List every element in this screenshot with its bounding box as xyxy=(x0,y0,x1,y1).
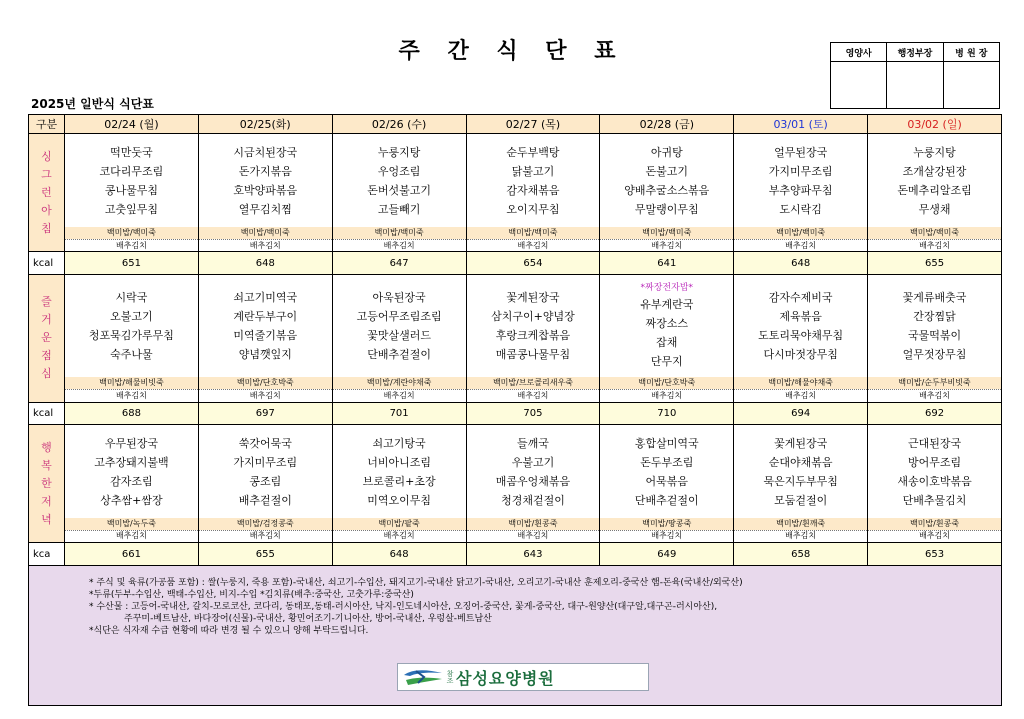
dish-item: 오불고기 xyxy=(110,310,153,324)
approval-director: 병 원 장 xyxy=(943,43,999,62)
dish-item: 시금치된장국 xyxy=(233,145,298,159)
kcal-row xyxy=(29,402,1002,425)
dish-item: 우엉조림 xyxy=(377,164,421,178)
menu-cell xyxy=(198,274,332,377)
dish-item: 우무된장국 xyxy=(104,436,158,450)
dish-item: 오이지무침 xyxy=(506,202,560,216)
dish-item: 단무지 xyxy=(650,355,683,369)
kimchi-cell: 배추김치 xyxy=(600,530,734,542)
dish-item: 꽃게된장국 xyxy=(506,291,560,305)
kcal-value: 710 xyxy=(600,402,734,425)
kimchi-cell: 배추김치 xyxy=(65,530,199,542)
rice-cell: 백미밥/해물야채죽 xyxy=(734,377,868,389)
dish-item: 브로콜리+초장 xyxy=(362,474,436,488)
dish-item: 제육볶음 xyxy=(779,310,822,324)
kcal-value: 705 xyxy=(466,402,600,425)
header-day: 03/01 (토) xyxy=(734,115,868,134)
menu-cell xyxy=(466,274,600,377)
rice-cell: 백미밥/해물비빗죽 xyxy=(65,377,199,389)
kimchi-cell: 배추김치 xyxy=(65,239,199,251)
rice-cell: 백미밥/백미죽 xyxy=(332,227,466,239)
kcal-value: 701 xyxy=(332,402,466,425)
header-corner: 구분 xyxy=(29,115,65,134)
menu-cell xyxy=(466,134,600,227)
special-menu-label: *짜장전자밥* xyxy=(640,283,694,294)
dish-item: 호박양파볶음 xyxy=(233,183,298,197)
dish-item: 누룽지탕 xyxy=(913,145,956,159)
kimchi-cell: 배추김치 xyxy=(332,390,466,402)
dish-item: 숙주나물 xyxy=(110,348,153,362)
dish-item: 방어무조림 xyxy=(907,455,962,469)
kimchi-cell: 배추김치 xyxy=(868,239,1002,251)
kimchi-cell: 배추김치 xyxy=(65,390,199,402)
kcal-value: 654 xyxy=(466,252,600,275)
rice-cell: 백미밥/땅콩죽 xyxy=(600,518,734,530)
approval-sign-cell[interactable] xyxy=(887,62,943,109)
dish-item: 콩나물무침 xyxy=(104,183,158,197)
dish-item: 청포묵김가루무침 xyxy=(88,329,174,343)
menu-cell xyxy=(65,134,199,227)
dish-item: 가지미무조림 xyxy=(233,455,298,469)
dish-item: 시락국 xyxy=(115,291,148,305)
kcal-value: 648 xyxy=(734,252,868,275)
meal-label xyxy=(29,274,65,402)
dish-item: 얼무된장국 xyxy=(774,145,828,159)
meal-label-char: 심 xyxy=(41,367,52,381)
kimchi-row xyxy=(29,390,1002,402)
dish-item: 들깨국 xyxy=(517,436,549,450)
kcal-value: 694 xyxy=(734,402,868,425)
dish-item: 매콤콩나물무침 xyxy=(495,348,571,362)
dish-item: 돈버섯불고기 xyxy=(367,183,431,197)
menu-subtitle: 2025년 일반식 식단표 xyxy=(31,97,154,111)
rice-cell: 백미밥/단호박죽 xyxy=(600,377,734,389)
dish-item: 홍합살미역국 xyxy=(634,436,699,450)
kcal-label: kcal xyxy=(29,402,65,425)
kcal-value: 649 xyxy=(600,543,734,566)
dish-item: 단배추겉절이 xyxy=(634,493,699,507)
dish-item: 도토리묵야채무침 xyxy=(758,329,844,343)
dish-item: 조개살강된장 xyxy=(902,164,967,178)
dish-item: 감자조림 xyxy=(110,474,153,488)
kimchi-cell: 배추김치 xyxy=(466,530,600,542)
kimchi-cell: 배추김치 xyxy=(198,530,332,542)
approval-dietitian: 영양사 xyxy=(831,43,887,62)
dish-item: 순대야채볶음 xyxy=(768,455,833,469)
kcal-value: 661 xyxy=(65,543,199,566)
menu-cell xyxy=(332,134,466,227)
menu-cell xyxy=(600,425,734,518)
dish-item: 부추양파무침 xyxy=(768,183,833,197)
menu-cell xyxy=(65,274,199,377)
kcal-value: 647 xyxy=(332,252,466,275)
menu-cell xyxy=(332,425,466,518)
dish-item: 모둠겉절이 xyxy=(774,493,828,507)
menu-cell xyxy=(332,274,466,377)
dish-item: 상추쌈+쌈장 xyxy=(100,493,163,507)
dish-item: 콩조림 xyxy=(249,474,282,488)
approval-sign-cell[interactable] xyxy=(943,62,999,109)
dish-item: 국물떡볶이 xyxy=(907,329,962,343)
dish-item: 쇠고기미역국 xyxy=(233,291,298,305)
header-day: 02/24 (월) xyxy=(65,115,199,134)
rice-cell: 백미밥/검정콩죽 xyxy=(198,518,332,530)
rice-cell: 백미밥/흰깨죽 xyxy=(734,518,868,530)
menu-cell xyxy=(868,134,1002,227)
meal-label-char: 한 xyxy=(41,476,52,490)
rice-cell: 백미밥/순두부비빗죽 xyxy=(868,377,1002,389)
kimchi-cell: 배추김치 xyxy=(868,390,1002,402)
rice-cell: 백미밥/단호박죽 xyxy=(198,377,332,389)
menu-cell xyxy=(868,274,1002,377)
logo-s-mark-icon xyxy=(402,667,444,687)
kimchi-cell: 배추김치 xyxy=(600,390,734,402)
rice-cell: 백미밥/계란야채죽 xyxy=(332,377,466,389)
dish-item: 무생채 xyxy=(918,202,951,216)
dish-item: 짜장소스 xyxy=(645,317,689,331)
kcal-value: 692 xyxy=(868,402,1002,425)
dish-item: 후랑크케찹볶음 xyxy=(495,329,571,343)
dish-item: 누룽지탕 xyxy=(377,145,421,159)
dish-item: 쇠고기탕국 xyxy=(372,436,426,450)
rice-cell: 백미밥/백미죽 xyxy=(868,227,1002,239)
kimchi-row xyxy=(29,530,1002,542)
meal-dishes-row xyxy=(29,134,1002,227)
approval-sign-cell[interactable] xyxy=(831,62,887,109)
kcal-row xyxy=(29,252,1002,275)
menu-cell xyxy=(466,425,600,518)
meal-label-char: 즐 xyxy=(41,295,52,309)
kcal-value: 697 xyxy=(198,402,332,425)
approval-box xyxy=(830,42,1000,109)
dish-item: 청경채겉절이 xyxy=(501,493,565,507)
dish-item: 쑥갓어묵국 xyxy=(238,436,292,450)
rice-cell: 백미밥/팥죽 xyxy=(332,518,466,530)
kimchi-cell: 배추김치 xyxy=(466,390,600,402)
rice-cell: 백미밥/백미죽 xyxy=(734,227,868,239)
meal-label-char: 런 xyxy=(41,185,52,199)
dish-item: 양배추굴소스볶음 xyxy=(624,183,710,197)
meal-dishes-row xyxy=(29,274,1002,377)
meal-label-char: 싱 xyxy=(41,149,52,163)
dish-item: 꽃게류배춧국 xyxy=(902,291,967,305)
kimchi-cell: 배추김치 xyxy=(734,390,868,402)
rice-cell: 백미밥/흰콩죽 xyxy=(466,518,600,530)
logo-small-text: 참조 xyxy=(446,670,454,684)
hospital-logo xyxy=(397,663,649,691)
dish-item: 꽃게된장국 xyxy=(774,436,828,450)
dish-item: 돈불고기 xyxy=(645,164,689,178)
rice-cell: 백미밥/녹두죽 xyxy=(65,518,199,530)
approval-admin: 행정부장 xyxy=(887,43,943,62)
meal-label xyxy=(29,425,65,543)
menu-cell xyxy=(600,274,734,377)
header-row xyxy=(29,115,1002,134)
note-line: * 주식 및 육류(가공품 포함) : 쌀(누룽지, 죽용 포함)-국내산, 쇠고기-수입산, 돼지고기-국내산 닭고기-국내산, 오리고기-국내산 훈제오리-중국산 햄-돈육(국내산/외국산) xyxy=(89,578,743,588)
dish-item: 양념깻잎지 xyxy=(238,348,292,362)
weekly-menu-table xyxy=(28,114,1002,566)
dish-item: 너비아니조림 xyxy=(367,455,431,469)
kimchi-cell: 배추김치 xyxy=(600,239,734,251)
meal-label-char: 그 xyxy=(41,167,52,181)
dish-item: 고들빼기 xyxy=(377,202,421,216)
kimchi-cell: 배추김치 xyxy=(466,239,600,251)
menu-cell xyxy=(600,134,734,227)
dish-item: 얼무젓장무침 xyxy=(902,348,967,362)
dish-item: 감자채볶음 xyxy=(506,183,560,197)
kimchi-cell: 배추김치 xyxy=(332,530,466,542)
dish-item: 순두부백탕 xyxy=(506,145,560,159)
kimchi-cell: 배추김치 xyxy=(734,530,868,542)
dish-item: 미역오이무침 xyxy=(367,493,431,507)
rice-cell: 백미밥/백미죽 xyxy=(600,227,734,239)
kcal-value: 653 xyxy=(868,543,1002,566)
meal-label-char: 거 xyxy=(41,313,52,327)
dish-item: 고춧잎무침 xyxy=(104,202,158,216)
kcal-value: 655 xyxy=(868,252,1002,275)
rice-row xyxy=(29,227,1002,239)
dish-item: 배추겉절이 xyxy=(238,493,292,507)
kcal-label: kcal xyxy=(29,252,65,275)
dish-item: 아귀탕 xyxy=(650,145,683,159)
meal-label-char: 점 xyxy=(41,349,52,363)
dish-item: 코다리무조림 xyxy=(99,164,164,178)
rice-cell: 백미밥/브로콜리새우죽 xyxy=(466,377,600,389)
kimchi-cell: 배추김치 xyxy=(734,239,868,251)
page-title: 주 간 식 단 표 xyxy=(398,38,626,64)
kimchi-cell: 배추김치 xyxy=(198,239,332,251)
dish-item: 도시락김 xyxy=(779,202,822,216)
dish-item: 어묵볶음 xyxy=(645,474,689,488)
dish-item: 돈메추리알조림 xyxy=(897,183,972,197)
dish-item: 돈가지볶음 xyxy=(238,164,292,178)
header-day: 02/28 (금) xyxy=(600,115,734,134)
header-day: 03/02 (일) xyxy=(868,115,1002,134)
menu-cell xyxy=(198,134,332,227)
dish-item: 매콤우엉채볶음 xyxy=(495,474,571,488)
dish-item: 삼치구이+양념장 xyxy=(491,310,575,324)
dish-item: 돈두부조림 xyxy=(640,455,694,469)
dish-item: 새송이호박볶음 xyxy=(897,474,972,488)
dish-item: 잡채 xyxy=(656,336,678,350)
rice-row xyxy=(29,377,1002,389)
rice-cell: 백미밥/백미죽 xyxy=(466,227,600,239)
rice-cell: 백미밥/백미죽 xyxy=(65,227,199,239)
meal-label-char: 행 xyxy=(41,440,52,454)
dish-item: 닭불고기 xyxy=(511,164,555,178)
dish-item: 다시마젓장무침 xyxy=(763,348,838,362)
meal-label-char: 복 xyxy=(41,458,52,472)
dish-item: 떡만둣국 xyxy=(110,145,153,159)
dish-item: 단배추겉절이 xyxy=(367,348,431,362)
note-line: 주꾸미-베트남산, 바다장어(신물)-국내산, 황민어조기-기니아산, 방어-국내산, 우렁살-베트남산 xyxy=(124,614,492,624)
meal-dishes-row xyxy=(29,425,1002,518)
dish-item: 아욱된장국 xyxy=(372,291,426,305)
header-day: 02/25(화) xyxy=(198,115,332,134)
dish-item: 계란두부구이 xyxy=(233,310,298,324)
header-day: 02/27 (목) xyxy=(466,115,600,134)
note-line: * 수산물 : 고등어-국내산, 갈치-모로코산, 코다리, 동태포,동태-러시아산, 낙지-인도네시아산, 오징어-중국산, 꽃게-중국산, 대구-원양산(대구알,대구곤-러시아산), xyxy=(89,602,718,612)
header-day: 02/26 (수) xyxy=(332,115,466,134)
kimchi-cell: 배추김치 xyxy=(332,239,466,251)
rice-row xyxy=(29,518,1002,530)
kcal-value: 655 xyxy=(198,543,332,566)
rice-cell: 백미밥/백미죽 xyxy=(198,227,332,239)
dish-item: 무말랭이무침 xyxy=(634,202,699,216)
dish-item: 간장찜닭 xyxy=(913,310,956,324)
rice-cell: 백미밥/흰콩죽 xyxy=(868,518,1002,530)
meal-label xyxy=(29,134,65,252)
meal-label-char: 침 xyxy=(41,221,52,235)
dish-item: 가지미무조림 xyxy=(768,164,833,178)
kimchi-row xyxy=(29,239,1002,251)
dish-item: 미역줄기볶음 xyxy=(233,329,298,343)
kcal-label: kca xyxy=(29,543,65,566)
dish-item: 꽃맛살샐러드 xyxy=(367,329,431,343)
dish-item: 묵은지두부무침 xyxy=(763,474,838,488)
dish-item: 우불고기 xyxy=(511,455,555,469)
note-line: *두류(두부-수입산, 백태-수입산, 비지-수입 *김치류(배추:중국산, 고춧가루:중국산) xyxy=(89,590,414,600)
dish-item: 감자수제비국 xyxy=(768,291,833,305)
kimchi-cell: 배추김치 xyxy=(868,530,1002,542)
kcal-value: 688 xyxy=(65,402,199,425)
kcal-value: 648 xyxy=(332,543,466,566)
dish-item: 고등어무조림조림 xyxy=(356,310,442,324)
dish-item: 근대된장국 xyxy=(907,436,962,450)
kcal-value: 648 xyxy=(198,252,332,275)
kcal-value: 643 xyxy=(466,543,600,566)
menu-cell xyxy=(198,425,332,518)
menu-cell xyxy=(734,274,868,377)
kcal-value: 641 xyxy=(600,252,734,275)
meal-label-char: 아 xyxy=(41,203,52,217)
menu-cell xyxy=(734,425,868,518)
kcal-row xyxy=(29,543,1002,566)
kcal-value: 651 xyxy=(65,252,199,275)
meal-label-char: 녁 xyxy=(41,512,52,526)
logo-name: 삼성요양병원 xyxy=(456,668,555,688)
note-line: *식단은 식자재 수급 현황에 따라 변경 될 수 있으니 양해 부탁드립니다. xyxy=(89,626,369,636)
menu-cell xyxy=(65,425,199,518)
dish-item: 단배추물김치 xyxy=(902,493,967,507)
dish-item: 유부계란국 xyxy=(640,298,694,312)
menu-cell xyxy=(734,134,868,227)
menu-cell xyxy=(868,425,1002,518)
kimchi-cell: 배추김치 xyxy=(198,390,332,402)
dish-item: 열무김치찜 xyxy=(238,202,292,216)
meal-label-char: 저 xyxy=(41,494,52,508)
dish-item: 고추장돼지불백 xyxy=(94,455,169,469)
kcal-value: 658 xyxy=(734,543,868,566)
meal-label-char: 운 xyxy=(41,331,52,345)
